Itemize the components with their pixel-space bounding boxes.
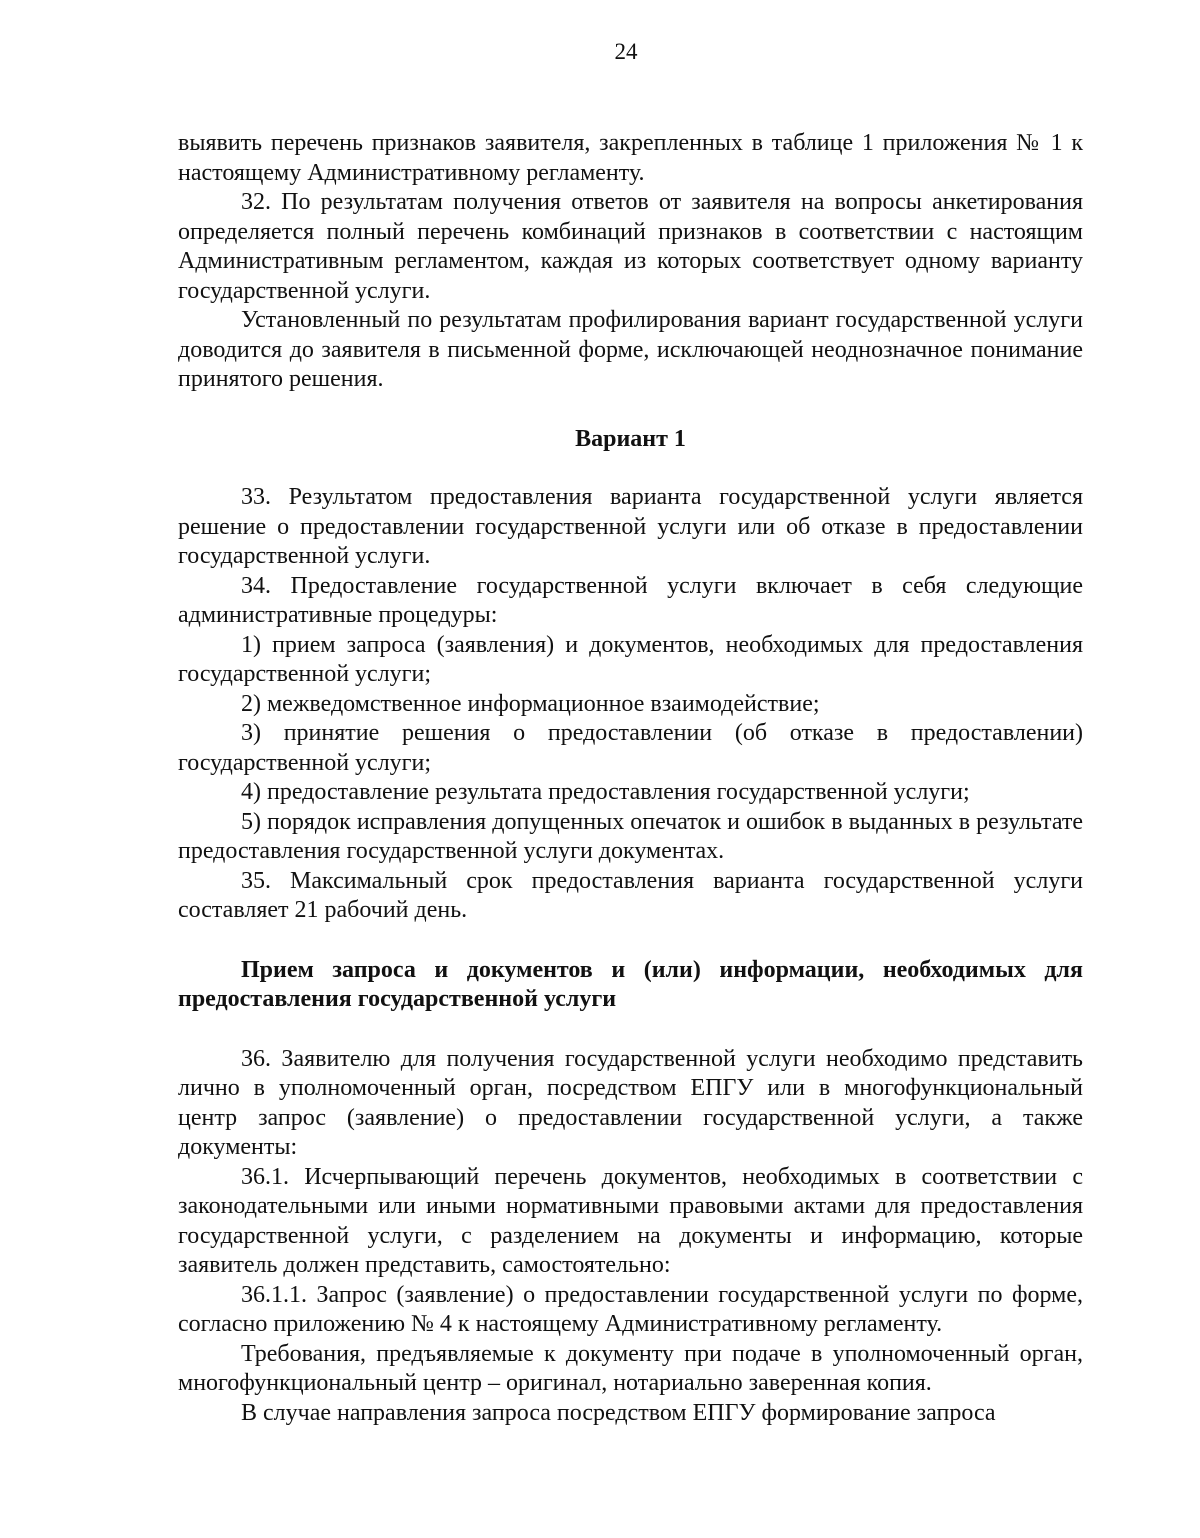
paragraph-intro: выявить перечень признаков заявителя, закрепленных в таблице 1 приложения № 1 к настоящему Административному регламенту. [178,130,1083,186]
spacer [178,454,1083,483]
paragraph-36-1-1: 36.1.1. Запрос (заявление) о предоставлении государственной услуги по форме, согласно приложению № 4 к настоящему Административному регламенту. [178,1281,1083,1337]
list-item-34-2: 2) межведомственное информационное взаимодействие; [241,690,820,717]
paragraph-32: 32. По результатам получения ответов от заявителя на вопросы анкетирования определяется полный перечень комбинаций признаков в соответствии с настоящим Административным регламентом, каждая из которых соответствует одному варианту государственной услуги. [178,189,1083,304]
paragraph-33: 33. Результатом предоставления варианта государственной услуги является решение о предоставлении государственной услуги или об отказе в предоставлении государственной услуги. [178,484,1083,569]
list-item-34-4: 4) предоставление результата предоставления государственной услуги; [241,779,970,805]
paragraph-epgu: В случае направления запроса посредством ЕПГУ формирование запроса [241,1399,996,1426]
spacer [178,1015,1083,1045]
paragraph-36: 36. Заявителю для получения государственной услуги необходимо представить лично в уполномоченный орган, посредством ЕПГУ или в многофункциональный центр запрос (заявление) о предоставлении государственной услуги, а также документы: [178,1045,1083,1160]
heading-reception: Прием запроса и документов и (или) информации, необходимых для предоставления государственной услуги [178,956,1083,1012]
list-item-34-5: 5) порядок исправления допущенных опечаток и ошибок в выданных в результате предоставления государственной услуги документах. [178,808,1083,864]
heading-variant-1: Вариант 1 [575,425,686,452]
paragraph-35: 35. Максимальный срок предоставления варианта государственной услуги составляет 21 рабочий день. [178,867,1083,923]
spacer [178,395,1083,425]
paragraph-established-variant: Установленный по результатам профилирования вариант государственной услуги доводится до заявителя в письменной форме, исключающей неоднозначное понимание принятого решения. [178,307,1083,392]
document-body [178,129,1083,1428]
paragraph-36-1: 36.1. Исчерпывающий перечень документов, необходимых в соответствии с законодательными или иными нормативными правовыми актами для предоставления государственной услуги, с разделением на документы и информацию, которые заявитель должен представить, самостоятельно: [178,1163,1083,1278]
paragraph-34: 34. Предоставление государственной услуги включает в себя следующие административные процедуры: [178,572,1083,628]
paragraph-requirements: Требования, предъявляемые к документу при подаче в уполномоченный орган, многофункциональный центр – оригинал, нотариально заверенная копия. [178,1340,1083,1396]
spacer [178,926,1083,956]
list-item-34-1: 1) прием запроса (заявления) и документов, необходимых для предоставления государственной услуги; [178,631,1083,687]
list-item-34-3: 3) принятие решения о предоставлении (об отказе в предоставлении) государственной услуги; [178,720,1083,776]
page-number: 24 [614,39,638,64]
